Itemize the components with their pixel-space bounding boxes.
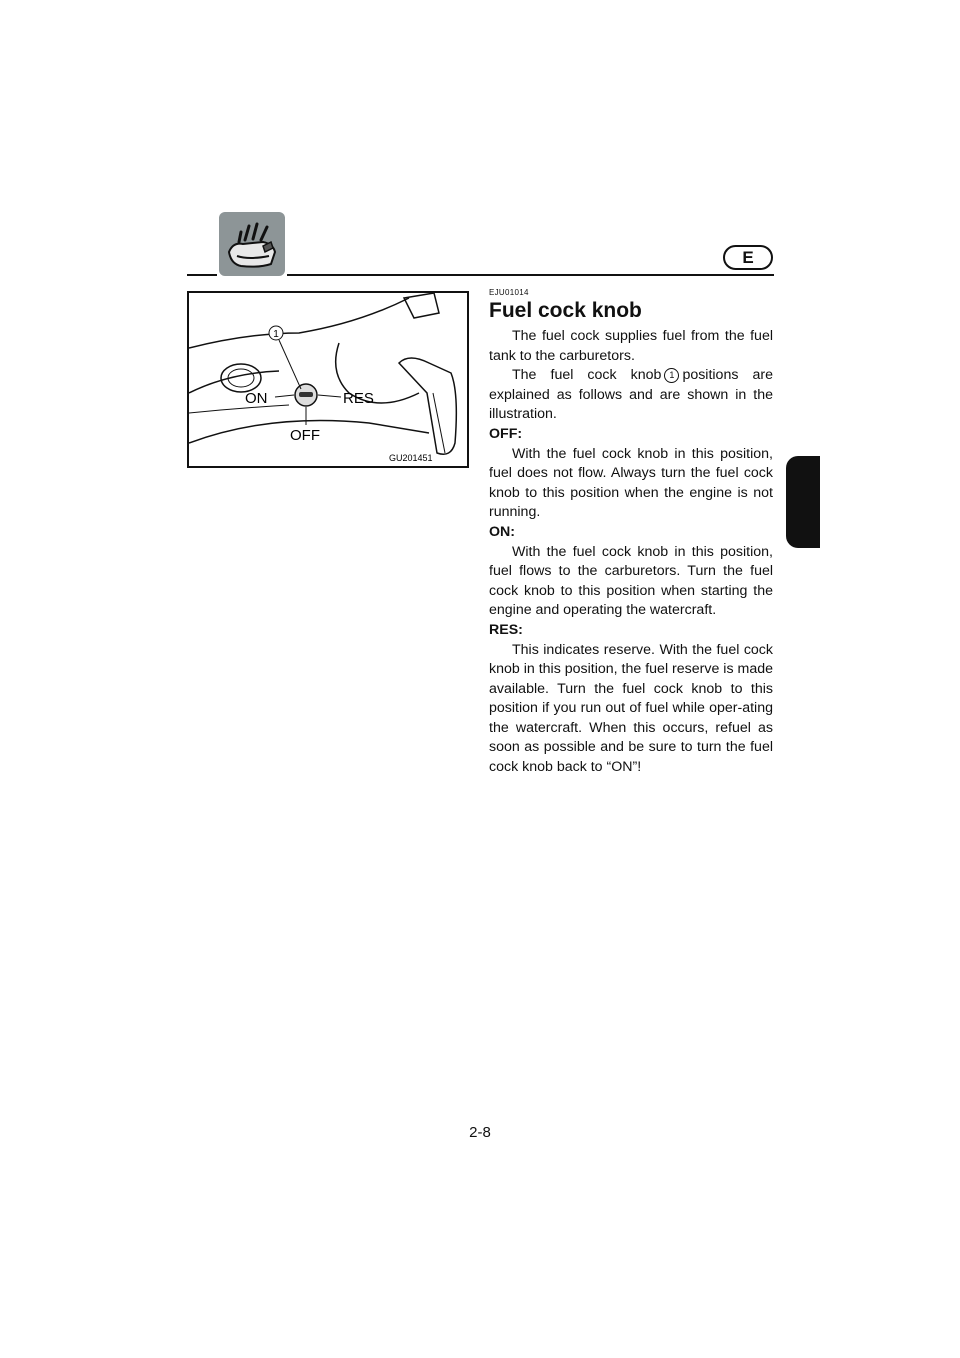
res-description: This indicates reserve. With the fuel cock knob in this position, the fuel reserve is made available. Turn the fuel cock knob to this position if you run out of fuel while oper-ating the watercraft. When this occurs, refuel as soon as possible and be sure to turn the fuel cock knob back to “ON”! — [489, 641, 773, 776]
watercraft-icon — [219, 212, 285, 276]
fuel-cock-section — [489, 288, 773, 778]
fuel-cock-illustration — [187, 291, 469, 468]
page-number: 2-8 — [469, 1124, 491, 1141]
label-off: OFF — [290, 427, 320, 444]
positions-paragraph — [489, 366, 773, 425]
on-term: ON: — [489, 523, 516, 540]
callout-number: 1 — [273, 329, 279, 340]
label-on: ON — [245, 390, 268, 407]
callout-reference: 1 — [664, 368, 679, 383]
res-term: RES: — [489, 621, 523, 638]
header-rule-right — [287, 274, 774, 276]
section-title: Fuel cock knob — [489, 299, 642, 322]
language-badge: E — [723, 245, 773, 270]
section-code: EJU01014 — [489, 288, 529, 297]
positions-text-before: The fuel cock knob — [512, 367, 662, 384]
off-description: With the fuel cock knob in this position, fuel does not flow. Always turn the fuel cock knob to this position when the engine is not running. — [489, 445, 773, 521]
positions-text-after: positions are explained as follows and are shown in the illustration. — [489, 367, 773, 423]
intro-paragraph: The fuel cock supplies fuel from the fuel tank to the carburetors. — [489, 328, 773, 364]
label-res: RES — [343, 390, 374, 407]
chapter-tab — [786, 456, 820, 548]
header-rule-left — [187, 274, 217, 276]
on-description: With the fuel cock knob in this position, fuel flows to the carburetors. Turn the fuel cock knob to this position when starting the engine and operating the watercraft. — [489, 543, 773, 619]
figure-code: GU201451 — [389, 453, 433, 463]
off-term: OFF: — [489, 425, 523, 442]
